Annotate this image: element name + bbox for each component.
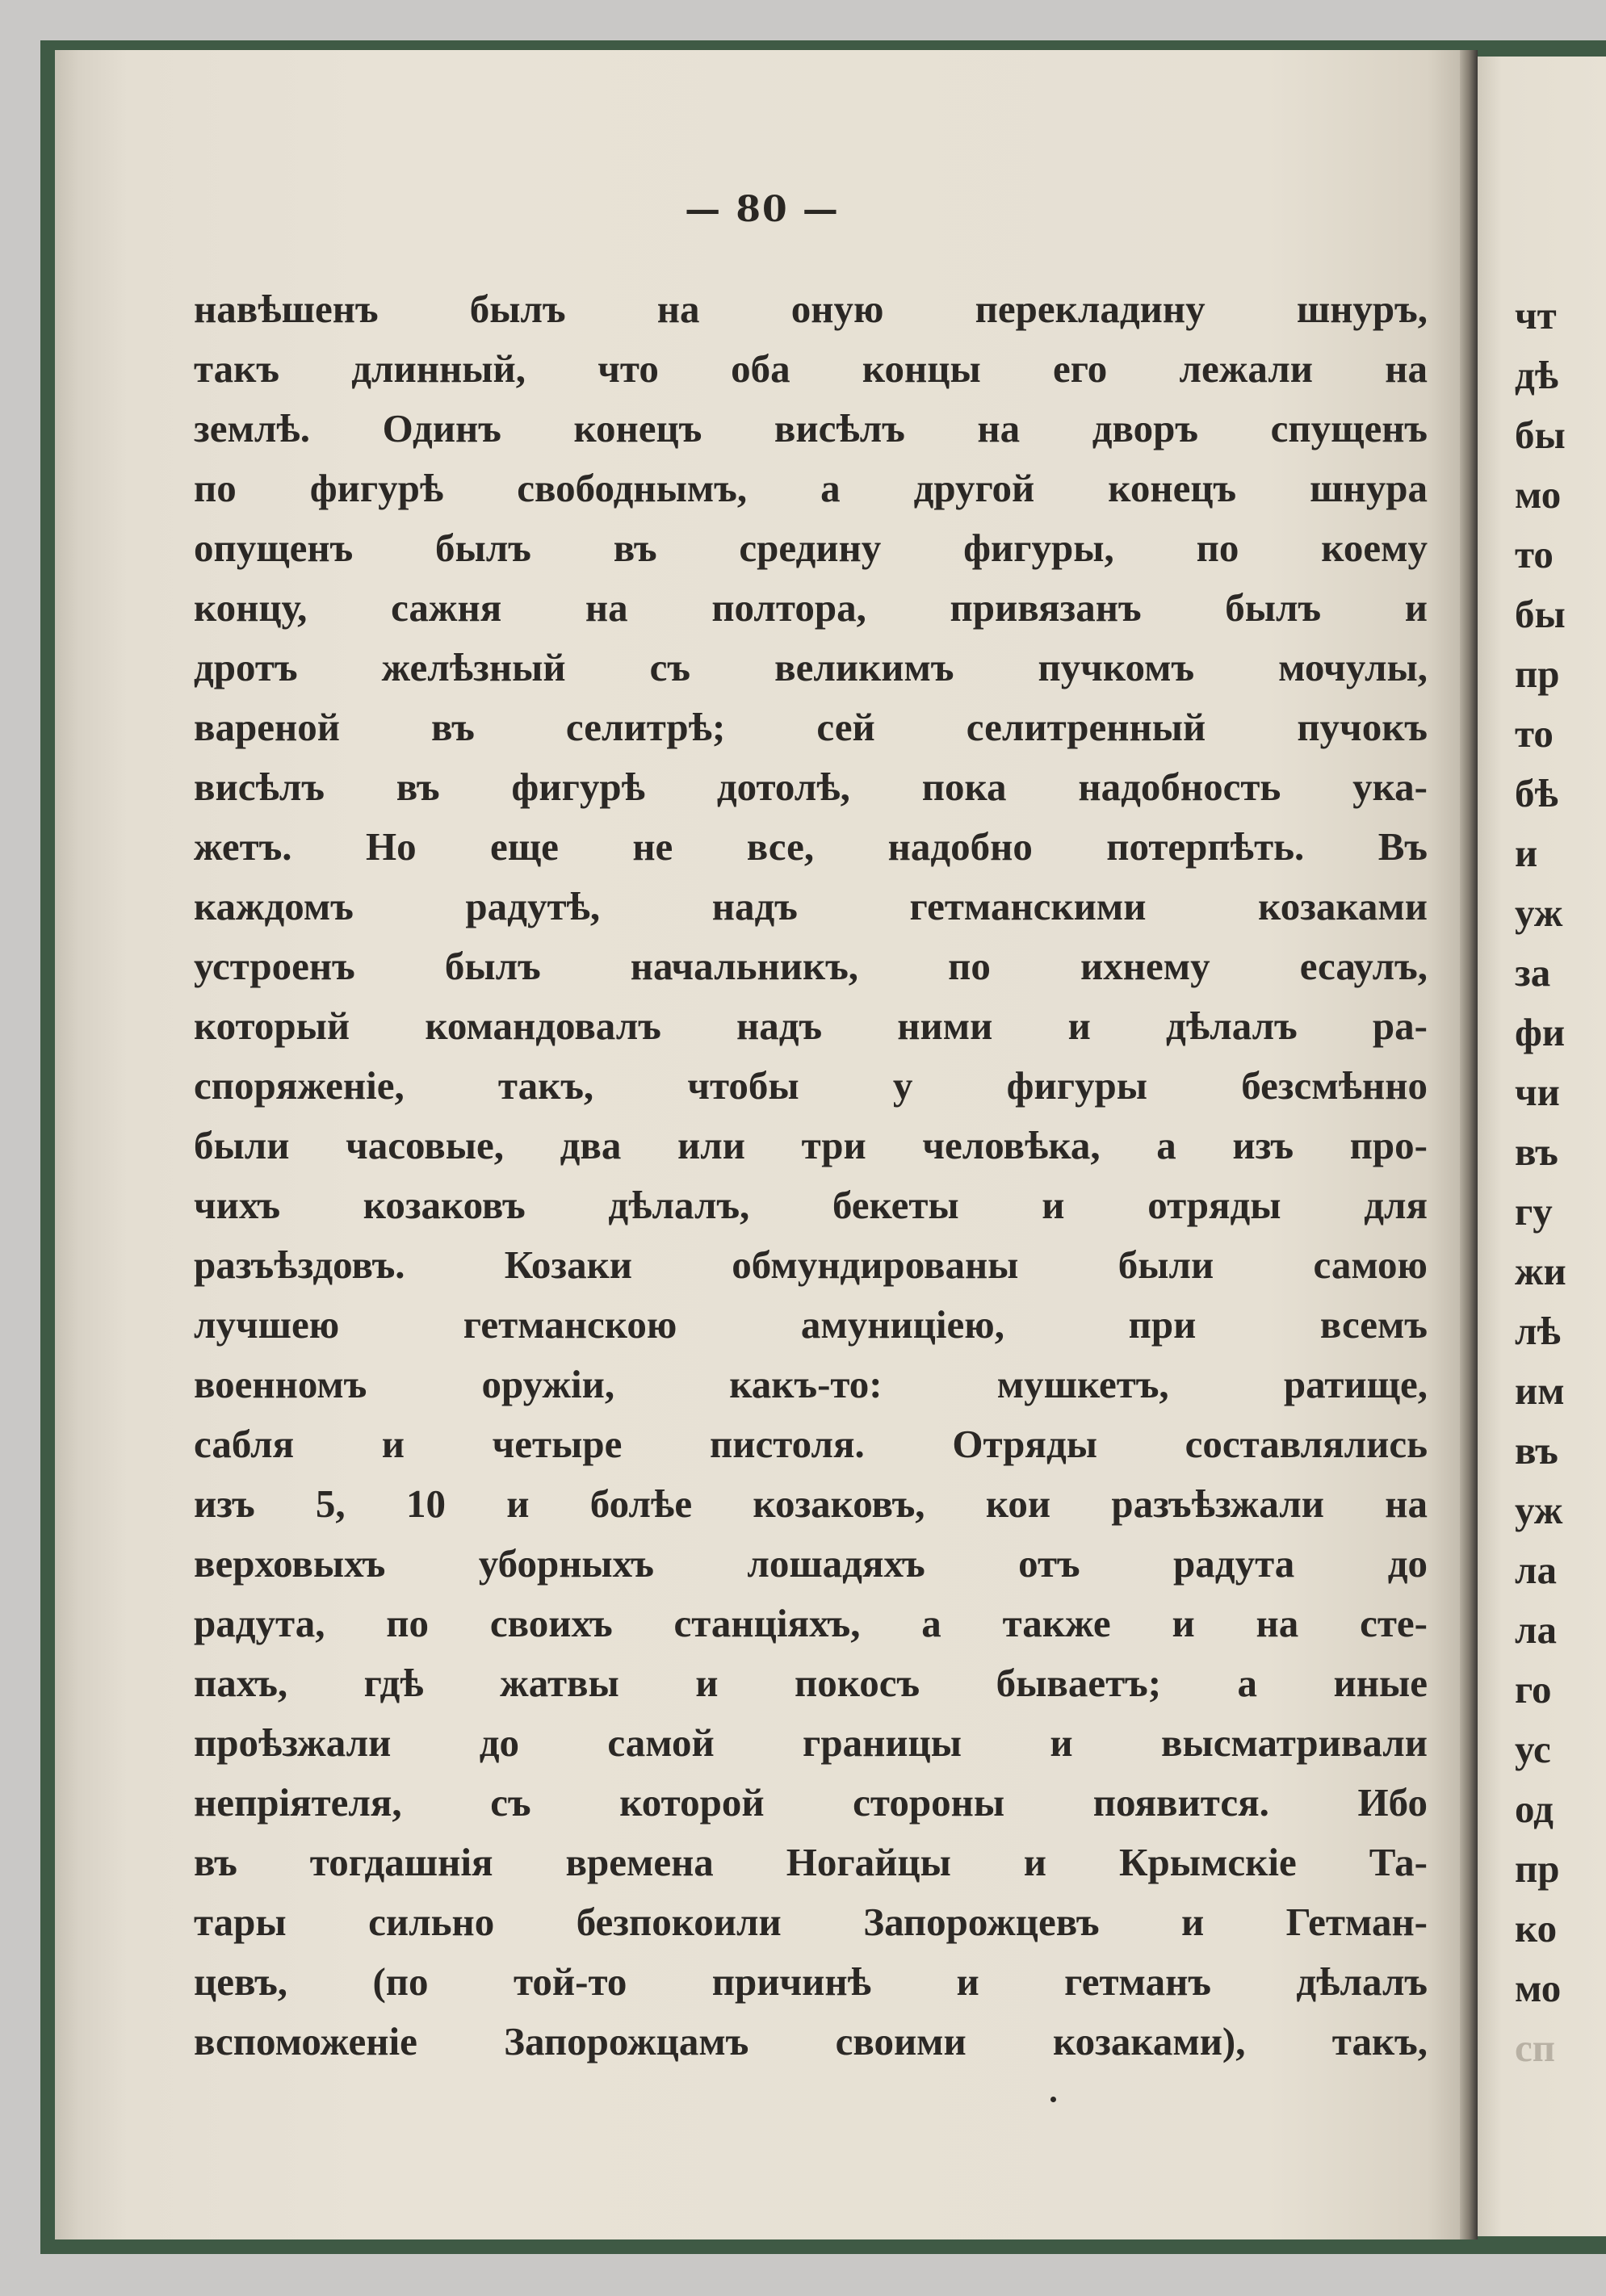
text-line: разъѣздовъ. Козаки обмундированы были самою	[194, 1242, 1428, 1287]
text-line: землѣ. Одинъ конецъ висѣлъ на дворъ спущенъ	[194, 406, 1428, 450]
text-line: сабля и четыре пистоля. Отряды составлялись	[194, 1422, 1428, 1466]
text-fragment: фи	[1515, 1010, 1566, 1054]
text-line: изъ 5, 10 и болѣе козаковъ, кои разъѣзжали на	[194, 1481, 1428, 1526]
text-line: радута, по своихъ станціяхъ, а также и на сте-	[194, 1601, 1428, 1645]
text-line: по фигурѣ свободнымъ, а другой конецъ шнура	[194, 466, 1428, 510]
text-line: устроенъ былъ начальникъ, по ихнему есаулъ,	[194, 944, 1428, 988]
text-line: жетъ. Но еще не все, надобно потерпѣть. Въ	[194, 824, 1428, 869]
text-line: чихъ козаковъ дѣлалъ, бекеты и отряды для	[194, 1183, 1428, 1227]
text-fragment: чт	[1515, 293, 1557, 337]
page-body-text	[194, 279, 1428, 2072]
text-line: такъ длинный, что оба концы его лежали на	[194, 346, 1428, 391]
text-line: который командовалъ надъ ними и дѣлалъ ра-	[194, 1003, 1428, 1048]
page-gutter-edge	[1460, 50, 1478, 2239]
left-page	[55, 50, 1470, 2239]
text-line: цевъ, (по той-то причинѣ и гетманъ дѣлалъ	[194, 1959, 1428, 2004]
text-fragment: то	[1515, 711, 1554, 756]
text-fragment: за	[1515, 950, 1551, 995]
text-fragment: уж	[1515, 890, 1563, 935]
text-line: опущенъ былъ въ средину фигуры, по коему	[194, 526, 1428, 570]
text-line: лучшею гетманскою амуниціею, при всемъ	[194, 1302, 1428, 1347]
text-line: въ тогдашнія времена Ногайцы и Крымскіе Та-	[194, 1840, 1428, 1884]
text-fragment: бы	[1515, 413, 1566, 457]
text-line: дротъ желѣзный съ великимъ пучкомъ мочулы,	[194, 645, 1428, 689]
text-line: проѣзжали до самой границы и высматривали	[194, 1720, 1428, 1765]
text-line: навѣшенъ былъ на оную перекладину шнуръ,	[194, 287, 1428, 331]
text-fragment: го	[1515, 1667, 1552, 1712]
text-fragment: то	[1515, 532, 1554, 576]
text-fragment: гу	[1515, 1189, 1553, 1234]
text-fragment: ко	[1515, 1906, 1558, 1950]
text-fragment: ус	[1515, 1727, 1551, 1771]
text-fragment: пр	[1515, 652, 1560, 696]
text-fragment: пр	[1515, 1846, 1560, 1891]
text-fragment: дѣ	[1515, 353, 1559, 397]
right-page	[1478, 57, 1606, 2236]
text-line: вспоможеніе Запорожцамъ своими козаками), такъ,	[194, 2019, 1428, 2063]
text-line: висѣлъ въ фигурѣ дотолѣ, пока надобность ука-	[194, 765, 1428, 809]
text-fragment: въ	[1515, 1428, 1558, 1473]
text-fragment: ла	[1515, 1607, 1557, 1652]
text-fragment: мо	[1515, 1966, 1562, 2010]
text-line: концу, сажня на полтора, привязанъ былъ и	[194, 585, 1428, 630]
text-fragment: бѣ	[1515, 771, 1558, 815]
text-line: верховыхъ уборныхъ лошадяхъ отъ радута до	[194, 1541, 1428, 1586]
right-page-text	[1515, 286, 1606, 2078]
page-number: — 80 —	[685, 189, 840, 230]
text-fragment: и	[1515, 831, 1538, 875]
text-line: военномъ оружіи, какъ-то: мушкетъ, ратище,	[194, 1362, 1428, 1406]
text-fragment: сп	[1515, 2026, 1555, 2070]
text-fragment: мо	[1515, 472, 1562, 517]
text-fragment: ла	[1515, 1548, 1557, 1592]
text-line: тары сильно безпокоили Запорожцевъ и Гетман-	[194, 1900, 1428, 1944]
text-line: были часовые, два или три человѣка, а изъ про-	[194, 1123, 1428, 1167]
ink-speck	[1050, 2097, 1056, 2102]
text-fragment: од	[1515, 1787, 1554, 1831]
text-fragment: бы	[1515, 592, 1566, 636]
text-line: пахъ, гдѣ жатвы и покосъ бываетъ; а иные	[194, 1661, 1428, 1705]
text-fragment: въ	[1515, 1129, 1558, 1174]
text-line: каждомъ радутѣ, надъ гетманскими козаками	[194, 884, 1428, 928]
text-fragment: уж	[1515, 1488, 1563, 1532]
text-fragment: чи	[1515, 1070, 1560, 1114]
text-line: вареной въ селитрѣ; сей селитренный пучокъ	[194, 705, 1428, 749]
text-fragment: им	[1515, 1368, 1565, 1413]
text-line: споряженіе, такъ, чтобы у фигуры безсмѣнно	[194, 1063, 1428, 1108]
text-line: непріятеля, съ которой стороны появится. Ибо	[194, 1780, 1428, 1825]
text-fragment: жи	[1515, 1249, 1566, 1293]
text-fragment: лѣ	[1515, 1309, 1561, 1353]
